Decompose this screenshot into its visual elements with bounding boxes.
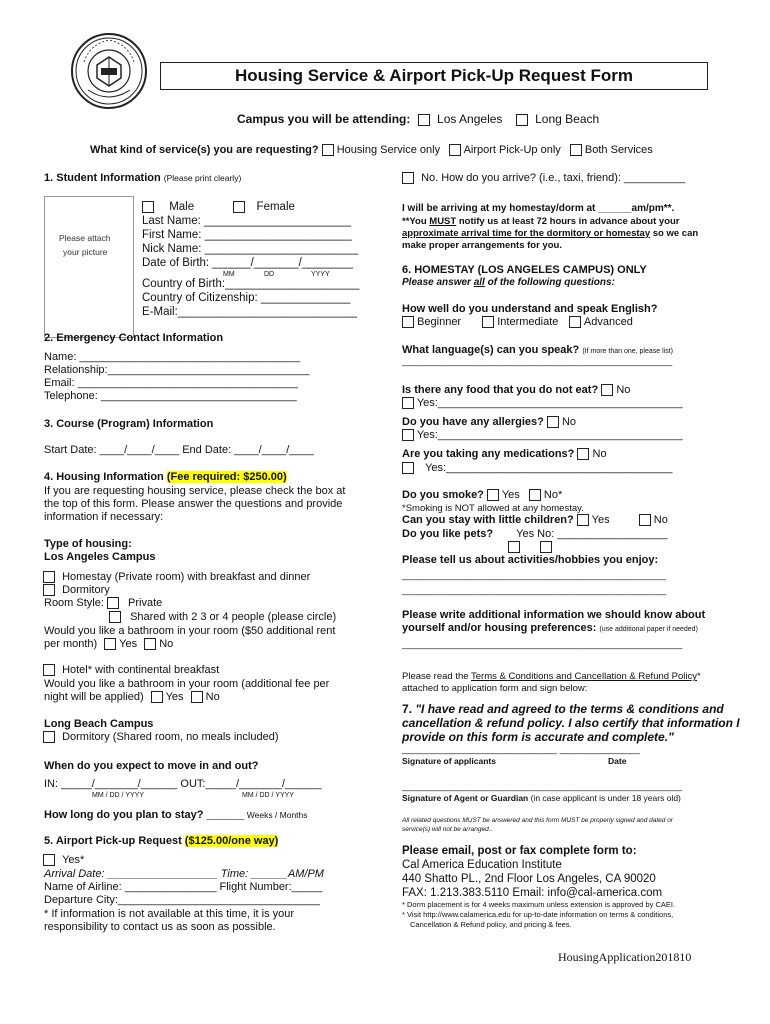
airport-yes-checkbox[interactable]	[43, 854, 55, 866]
section5-heading	[44, 835, 278, 847]
intermediate-label: Intermediate	[497, 316, 559, 328]
lb-campus-heading: Long Beach Campus	[44, 718, 154, 730]
allergy-no-checkbox[interactable]	[547, 416, 559, 428]
departure-field[interactable]: Departure City:_________________________________	[44, 894, 320, 906]
airport-note-2: responsibility to contact us as soon as possible.	[44, 921, 276, 933]
smoke-yes-label: Yes	[501, 489, 520, 501]
male-checkbox[interactable]	[142, 201, 154, 213]
terms-q7-num: 7.	[402, 702, 416, 716]
children-yes-label: Yes	[591, 514, 610, 526]
form-code: HousingApplication201810	[558, 950, 692, 964]
section6-title: 6. HOMESTAY (LOS ANGELES CAMPUS) ONLY	[402, 264, 647, 276]
signature-date-label: Date	[608, 756, 627, 766]
shared-checkbox[interactable]	[109, 611, 121, 623]
service-both-label: Both Services	[584, 144, 653, 156]
sub-c: of the following questions:	[484, 277, 615, 288]
notify-1a: **You	[402, 216, 430, 227]
in-date-format: MM / DD / YYYY	[92, 792, 144, 799]
campus-prompt: Campus you will be attending:	[237, 112, 411, 126]
dob-field[interactable]: Date of Birth: ______/_______/________	[142, 257, 354, 269]
terms-statement-2: cancellation & refund policy. I also certify that information I	[402, 716, 740, 730]
cob-field[interactable]: Country of Birth:_____________________	[142, 278, 360, 290]
allergy-yes-row	[402, 429, 683, 441]
contact-fax-email: FAX: 1.213.383.5110 Email: info@cal-america.com	[402, 887, 663, 899]
notify-2b: so we can	[650, 228, 699, 239]
bath1-no-label: No	[159, 638, 174, 650]
agent-signature-line[interactable]: ________________________________________________________	[402, 781, 683, 791]
dob-yyyy: YYYY	[311, 271, 330, 278]
photo-label-1: Please attach	[59, 233, 111, 243]
allergy-question: Do you have any allergies?	[402, 416, 544, 428]
section1-note: (Please print clearly)	[163, 173, 242, 183]
medication-question: Are you taking any medications?	[402, 448, 575, 460]
smoke-no-checkbox[interactable]	[529, 489, 541, 501]
allergy-row	[402, 416, 576, 428]
notify-line-2	[402, 228, 698, 239]
female-checkbox[interactable]	[233, 201, 245, 213]
section4-heading	[44, 471, 287, 483]
stay-row	[44, 809, 308, 821]
form-title: Housing Service & Airport Pick-Up Request Form	[235, 66, 633, 85]
room-style-row	[44, 597, 162, 609]
private-label: Private	[128, 597, 163, 609]
food-row	[402, 384, 630, 396]
bath2-no-label: No	[205, 691, 220, 703]
student-email-field[interactable]: E-Mail:____________________________	[142, 306, 357, 318]
additional-question-row	[402, 622, 698, 634]
bathroom-question-2b: night will be applied)	[44, 691, 144, 703]
emergency-telephone-field[interactable]: Telephone: ________________________________	[44, 390, 297, 402]
allergy-yes-checkbox[interactable]	[402, 429, 414, 441]
arrival-field[interactable]: Arrival Date: __________________ Time: ______AM/PM	[44, 868, 324, 880]
la-campus-heading: Los Angeles Campus	[44, 551, 156, 563]
medication-no-checkbox[interactable]	[577, 448, 589, 460]
food-yes-row	[402, 397, 683, 409]
move-dates-field[interactable]: IN: _____/_______/______ OUT:_____/_______/______	[44, 778, 322, 790]
sub-a: Please answer	[402, 277, 474, 288]
additional-note: (use additional paper if needed)	[599, 626, 698, 633]
food-yes-field[interactable]: Yes:________________________________________	[416, 397, 683, 409]
dob-mm: MM	[223, 271, 235, 278]
seal-icon	[70, 32, 148, 110]
service-housing-label: Housing Service only	[336, 144, 441, 156]
course-dates-field[interactable]: Start Date: ____/____/____ End Date: ____/____/____	[44, 444, 314, 456]
housing-intro-3: information if necessary:	[44, 511, 164, 523]
contact-title: Please email, post or fax complete form to:	[402, 845, 637, 857]
title-box	[160, 62, 708, 90]
terms-link[interactable]: Terms & Conditions and Cancellation & Refund Policy	[471, 671, 698, 682]
campus-la-checkbox[interactable]	[418, 114, 430, 126]
shared-label: Shared with 2 3 or 4 people (please circle)	[130, 611, 337, 623]
smoke-yes-checkbox[interactable]	[487, 489, 499, 501]
smoke-row	[402, 489, 562, 501]
campus-row	[237, 112, 599, 126]
dob-dd: DD	[264, 271, 275, 278]
smoke-note: *Smoking is NOT allowed at any homestay.	[402, 503, 584, 514]
additional-question-2: yourself and/or housing preferences:	[402, 622, 597, 634]
requirement-note-2: service(s) will not be arranged..	[402, 826, 493, 833]
bathroom-question-2: Would you like a bathroom in your room (additional fee per	[44, 678, 330, 690]
signature-line[interactable]: _______________________________ ________________	[402, 744, 640, 754]
emergency-name-field[interactable]: Name: ____________________________________	[44, 351, 300, 363]
sub-b: all	[473, 277, 485, 288]
service-both-checkbox[interactable]	[570, 144, 582, 156]
bath2-no-checkbox[interactable]	[191, 691, 203, 703]
medication-yes-row	[402, 462, 672, 474]
airport-yes-label: Yes*	[62, 854, 85, 866]
hobbies-question: Please tell us about activities/hobbies you enjoy:	[402, 554, 659, 566]
bath2-yes-label: Yes	[165, 691, 184, 703]
terms-read-2: attached to application form and sign below:	[402, 683, 588, 694]
intermediate-checkbox[interactable]	[482, 316, 494, 328]
children-no-checkbox[interactable]	[639, 514, 651, 526]
pets-row	[402, 528, 667, 540]
medication-row	[402, 448, 607, 460]
english-question: How well do you understand and speak English?	[402, 303, 658, 315]
homestay-checkbox[interactable]	[43, 571, 55, 583]
arrive-no-label[interactable]: No. How do you arrive? (i.e., taxi, friend): __________	[421, 172, 686, 184]
dormitory-label: Dormitory	[62, 584, 110, 596]
advanced-checkbox[interactable]	[569, 316, 581, 328]
language-note: (If more than one, please list)	[582, 348, 673, 355]
stay-field[interactable]: ________ Weeks / Months	[206, 810, 308, 820]
lb-dorm-checkbox[interactable]	[43, 731, 55, 743]
bath1-yes-checkbox[interactable]	[104, 638, 116, 650]
agent-signature-label: Signature of Agent or Guardian	[402, 793, 529, 803]
dormitory-row	[43, 584, 110, 596]
out-date-format: MM / DD / YYYY	[242, 792, 294, 799]
bath2-yes-checkbox[interactable]	[151, 691, 163, 703]
beginner-label: Beginner	[417, 316, 462, 328]
move-question: When do you expect to move in and out?	[44, 760, 259, 772]
language-field[interactable]: ______________________________________________________	[402, 356, 673, 366]
airline-field[interactable]: Name of Airline: _______________ Flight Number:_____	[44, 881, 323, 893]
additional-question-1: Please write additional information we should know about	[402, 609, 706, 621]
bath1-yes-label: Yes	[119, 638, 138, 650]
english-level-row	[402, 316, 633, 328]
photo-label-2: your picture	[63, 247, 108, 257]
medication-yes-field[interactable]: Yes:_____________________________________	[425, 462, 673, 474]
arrive-how-row	[402, 172, 685, 184]
room-style-label: Room Style:	[44, 597, 104, 609]
contact-note-2: * Visit http://www.calamerica.edu for up-to-date information on terms & conditions,	[402, 910, 674, 919]
children-yes-checkbox[interactable]	[577, 514, 589, 526]
emergency-relationship-field[interactable]: Relationship:_________________________________	[44, 364, 310, 376]
pets-yes-checkbox[interactable]	[508, 541, 520, 553]
section6-subtitle	[402, 277, 615, 288]
hobbies-line-1[interactable]: __________________________________________________	[402, 570, 667, 581]
homestay-label: Homestay (Private room) with breakfast and dinner	[62, 571, 311, 583]
bathroom-question-1b: per month)	[44, 638, 98, 650]
section1-heading	[44, 172, 241, 184]
lb-dorm-label: Dormitory (Shared room, no meals included)	[62, 731, 279, 743]
allergy-yes-field[interactable]: Yes:________________________________________	[416, 429, 683, 441]
smoke-no-label: No*	[543, 489, 563, 501]
food-question: Is there any food that you do not eat?	[402, 384, 599, 396]
emergency-email-field[interactable]: Email: ____________________________________	[44, 377, 298, 389]
terms-q7-text: "I have read and agreed to the terms & conditions and	[415, 702, 724, 716]
advanced-label: Advanced	[583, 316, 633, 328]
section3-title: 3. Course (Program) Information	[44, 418, 214, 430]
contact-note-3: Cancellation & Refund policy, and pricing & fees.	[410, 920, 572, 929]
medication-yes-checkbox[interactable]	[402, 462, 414, 474]
bathroom-row-2	[44, 691, 220, 703]
first-name-field[interactable]: First Name: _______________________	[142, 229, 352, 241]
notify-2a: approximate arrival time for the dormitory or homestay	[402, 228, 651, 239]
agent-signature-note: (in case applicant is under 18 years old)	[530, 793, 681, 803]
photo-box[interactable]	[44, 196, 134, 338]
requirement-note-1: All related questions MUST be answered and this form MUST be properly signed and dated or	[402, 817, 673, 824]
homestay-row	[43, 571, 310, 583]
smoke-question: Do you smoke?	[402, 489, 484, 501]
pets-question: Do you like pets?	[402, 528, 494, 540]
lb-dorm-row	[43, 731, 278, 743]
bathroom-question-1: Would you like a bathroom in your room ($50 additional rent	[44, 625, 336, 637]
service-prompt: What kind of service(s) you are requesting?	[90, 144, 319, 156]
terms-read-c: *	[697, 671, 701, 682]
campus-lb-checkbox[interactable]	[516, 114, 528, 126]
notify-line-1	[402, 216, 680, 227]
food-yes-checkbox[interactable]	[402, 397, 414, 409]
children-no-label: No	[653, 514, 668, 526]
service-airport-checkbox[interactable]	[449, 144, 461, 156]
shared-row	[109, 611, 336, 623]
notify-1c: notify us at least 72 hours in advance about your	[456, 216, 680, 227]
arrival-time-field[interactable]: I will be arriving at my homestay/dorm at ______am/pm**.	[402, 203, 675, 214]
language-row	[402, 344, 673, 356]
notify-1b: MUST	[429, 216, 457, 227]
section4-title: 4. Housing Information	[44, 471, 164, 483]
terms-statement-3: provide on this form is accurate and complete."	[402, 730, 674, 744]
nick-name-field[interactable]: Nick Name: ________________________	[142, 243, 359, 255]
coc-field[interactable]: Country of Citizenship: ______________	[142, 292, 351, 304]
terms-read-line	[402, 671, 701, 682]
stay-question: How long do you plan to stay?	[44, 809, 204, 821]
section1-title: 1. Student Information	[44, 172, 161, 184]
children-question: Can you stay with little children?	[402, 514, 574, 526]
service-row	[90, 144, 653, 156]
housing-fee: (Fee required: $250.00)	[166, 471, 287, 483]
housing-intro-2: the top of this form. Please answer the questions and provide	[44, 498, 343, 510]
campus-lb-label: Long Beach	[535, 112, 600, 126]
hotel-label: Hotel* with continental breakfast	[62, 664, 220, 676]
bathroom-row-1	[44, 638, 173, 650]
campus-la-label: Los Angeles	[437, 112, 503, 126]
food-no-checkbox[interactable]	[601, 384, 613, 396]
children-row	[402, 514, 668, 526]
additional-field[interactable]: ________________________________________________________	[402, 639, 683, 649]
service-housing-checkbox[interactable]	[322, 144, 334, 156]
housing-type-title: Type of housing:	[44, 538, 132, 550]
hotel-row	[43, 664, 219, 676]
beginner-checkbox[interactable]	[402, 316, 414, 328]
private-checkbox[interactable]	[107, 597, 119, 609]
housing-intro-1: If you are requesting housing service, please check the box at	[44, 485, 346, 497]
allergy-no-label: No	[561, 416, 577, 428]
airport-fee: ($125.00/one way)	[184, 835, 279, 847]
medication-no-label: No	[592, 448, 607, 460]
language-question: What language(s) can you speak?	[402, 344, 580, 356]
terms-statement-1	[402, 702, 724, 716]
airport-yes-row	[43, 854, 84, 866]
gender-row	[142, 201, 295, 213]
airport-note-1: * If information is not available at this time, it is your	[44, 908, 295, 920]
contact-address: 440 Shatto PL., 2nd Floor Los Angeles, CA 90020	[402, 873, 656, 885]
last-name-field[interactable]: Last Name: _______________________	[142, 215, 352, 227]
section5-title: 5. Airport Pick-up Request	[44, 835, 182, 847]
female-label: Female	[256, 201, 295, 214]
hotel-checkbox[interactable]	[43, 664, 55, 676]
bath1-no-checkbox[interactable]	[144, 638, 156, 650]
male-label: Male	[169, 201, 195, 214]
logo-seal	[70, 32, 148, 110]
contact-note-1: * Dorm placement is for 4 weeks maximum unless extension is approved by CAEI.	[402, 900, 676, 909]
agent-signature-row	[402, 793, 681, 803]
service-airport-label: Airport Pick-Up only	[463, 144, 561, 156]
section2-title: 2. Emergency Contact Information	[44, 332, 224, 344]
food-no-label: No	[616, 384, 631, 396]
pets-no-checkbox[interactable]	[540, 541, 552, 553]
pets-answer[interactable]: Yes No: __________________	[516, 528, 668, 540]
notify-line-3: make proper arrangements for you.	[402, 240, 562, 251]
contact-name: Cal America Education Institute	[402, 859, 562, 871]
hobbies-line-2[interactable]: __________________________________________________	[402, 585, 667, 596]
terms-read-a: Please read the	[402, 671, 472, 682]
arrive-no-checkbox[interactable]	[402, 172, 414, 184]
dormitory-checkbox[interactable]	[43, 584, 55, 596]
signature-applicant-label: Signature of applicants	[402, 756, 496, 766]
